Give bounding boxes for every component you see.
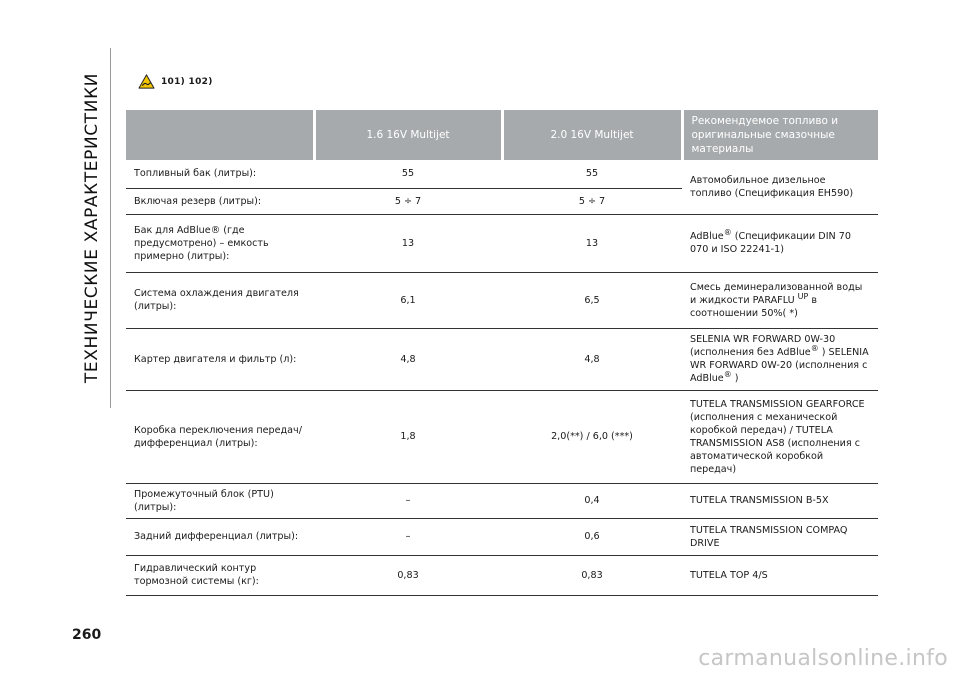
row-label: Система охлаждения двигателя (литры): — [126, 272, 314, 328]
recommended-fuel: Автомобильное дизельное топливо (Спецификация EH590) — [682, 160, 878, 214]
header-engine-1-6: 1.6 16V Multijet — [314, 110, 502, 160]
value-1-6: 0,83 — [314, 555, 502, 595]
row-label: Задний дифференциал (литры): — [126, 518, 314, 555]
table-row — [126, 214, 878, 272]
table-row — [126, 160, 878, 188]
table-row — [126, 518, 878, 555]
header-empty — [126, 110, 314, 160]
section-divider — [110, 48, 111, 408]
value-2-0: 13 — [502, 214, 682, 272]
value-1-6: 13 — [314, 214, 502, 272]
row-label: Бак для AdBlue® (где предусмотрено) – емкость примерно (литры): — [126, 214, 314, 272]
warning-references — [138, 74, 213, 89]
warning-refs-text: 101) 102) — [161, 76, 213, 87]
table-row — [126, 555, 878, 595]
table-row — [126, 390, 878, 483]
recommended-gearbox-oil: TUTELA TRANSMISSION GEARFORCE (исполнения с механической коробкой передач) / TUTELA TRANSMISSION AS8 (исполнения с автоматической коробкой передач) — [682, 390, 878, 483]
warning-icon — [138, 74, 155, 89]
recommended-brake-fluid: TUTELA TOP 4/S — [682, 555, 878, 595]
row-label: Включая резерв (литры): — [126, 188, 314, 214]
section-title-text: ТЕХНИЧЕСКИЕ ХАРАКТЕРИСТИКИ — [82, 72, 102, 384]
value-2-0: 0,6 — [502, 518, 682, 555]
value-2-0: 55 — [502, 160, 682, 188]
value-1-6: 1,8 — [314, 390, 502, 483]
section-title — [72, 48, 112, 408]
recommended-rear-diff-oil: TUTELA TRANSMISSION COMPAQ DRIVE — [682, 518, 878, 555]
row-label: Промежуточный блок (PTU) (литры): — [126, 483, 314, 518]
value-1-6: 4,8 — [314, 328, 502, 390]
table-row — [126, 272, 878, 328]
page-number: 260 — [72, 627, 102, 643]
recommended-ptu-oil: TUTELA TRANSMISSION B-5X — [682, 483, 878, 518]
value-1-6: – — [314, 483, 502, 518]
recommended-adblue: AdBlue® (Спецификации DIN 70 070 и ISO 22241-1) — [682, 214, 878, 272]
value-2-0: 0,4 — [502, 483, 682, 518]
value-1-6: 5 ÷ 7 — [314, 188, 502, 214]
value-2-0: 0,83 — [502, 555, 682, 595]
fluids-capacity-table — [126, 110, 878, 596]
value-1-6: – — [314, 518, 502, 555]
row-label: Гидравлический контур тормозной системы (кг): — [126, 555, 314, 595]
recommended-coolant: Смесь деминерализованной воды и жидкости PARAFLU $^{UP}$ в соотношении 50%( *) — [682, 272, 878, 328]
value-2-0: 6,5 — [502, 272, 682, 328]
row-label: Топливный бак (литры): — [126, 160, 314, 188]
value-2-0: 4,8 — [502, 328, 682, 390]
header-recommended: Рекомендуемое топливо и оригинальные смазочные материалы — [682, 110, 878, 160]
value-1-6: 6,1 — [314, 272, 502, 328]
row-label: Картер двигателя и фильтр (л): — [126, 328, 314, 390]
value-2-0: 2,0(**) / 6,0 (***) — [502, 390, 682, 483]
value-1-6: 55 — [314, 160, 502, 188]
table-row — [126, 328, 878, 390]
watermark: carmanualsonline.info — [698, 646, 948, 671]
row-label: Коробка переключения передач/дифференциал (литры): — [126, 390, 314, 483]
value-2-0: 5 ÷ 7 — [502, 188, 682, 214]
table-row — [126, 483, 878, 518]
recommended-engine-oil: SELENIA WR FORWARD 0W-30 (исполнения без AdBlue® ) SELENIA WR FORWARD 0W-20 (исполнения с AdBlue® ) — [682, 328, 878, 390]
header-engine-2-0: 2.0 16V Multijet — [502, 110, 682, 160]
table-header-row — [126, 110, 878, 160]
